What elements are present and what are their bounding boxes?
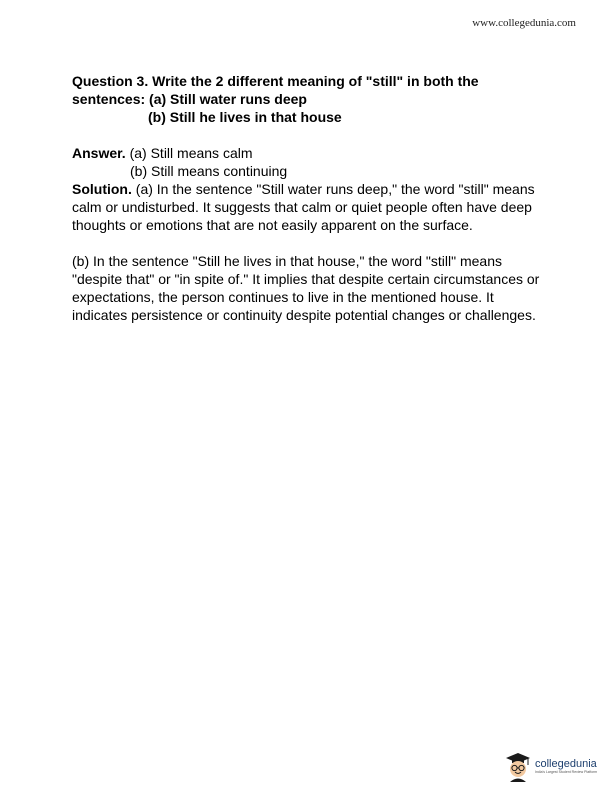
logo-text bbox=[535, 758, 597, 775]
spacer bbox=[72, 126, 552, 144]
question-line-2: sentences: (a) Still water runs deep bbox=[72, 91, 307, 107]
page-url: www.collegedunia.com bbox=[472, 17, 576, 29]
answer-block bbox=[72, 144, 552, 180]
answer-line-a bbox=[72, 144, 552, 162]
question-line-1: Question 3. Write the 2 different meaning of "still" in both the bbox=[72, 73, 479, 89]
logo-brand: collegedunia bbox=[535, 757, 597, 770]
answer-label: Answer. bbox=[72, 145, 126, 161]
solution-para-1-text: (a) In the sentence "Still water runs deep," the word "still" means calm or undisturbed. It suggests that calm or quiet people often have deep thoughts or emotions that are not easily apparent on the surface. bbox=[72, 181, 535, 233]
question-block bbox=[72, 72, 552, 126]
collegedunia-logo bbox=[504, 748, 612, 784]
spacer bbox=[72, 234, 552, 252]
solution-paragraph-1 bbox=[72, 180, 552, 234]
logo-tagline: India's Largest Student Review Platform bbox=[535, 769, 598, 774]
document-body bbox=[72, 72, 552, 324]
solution-paragraph-2: (b) In the sentence "Still he lives in that house," the word "still" means "despite that" or "in spite of." It implies that despite certain circumstances or expectations, the person continues to live in the mentioned house. It indicates persistence or continuity despite potential changes or challenges. bbox=[72, 253, 540, 323]
answer-line-b: (b) Still means continuing bbox=[130, 163, 288, 179]
graduate-mascot-icon bbox=[504, 750, 532, 782]
question-line-3: (b) Still he lives in that house bbox=[148, 109, 342, 125]
answer-a-text: (a) Still means calm bbox=[125, 145, 253, 161]
solution-label: Solution. bbox=[72, 181, 132, 197]
